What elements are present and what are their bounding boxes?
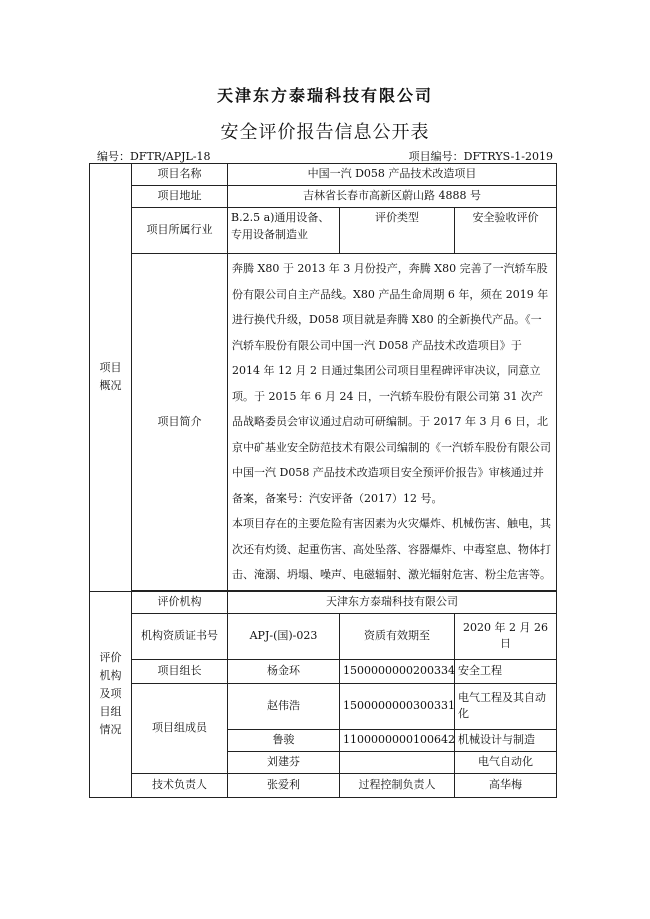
leader-cert: 1500000000200334 bbox=[340, 659, 455, 683]
form-title: 安全评价报告信息公开表 bbox=[220, 122, 430, 143]
agency-value: 天津东方泰瑞科技有限公司 bbox=[228, 591, 557, 613]
industry-value: B.2.5 a)通用设备、专用设备制造业 bbox=[228, 208, 340, 254]
row-project-name bbox=[90, 164, 557, 186]
validity-label: 资质有效期至 bbox=[340, 613, 455, 659]
leader-name: 杨金环 bbox=[228, 659, 340, 683]
intro-label: 项目简介 bbox=[132, 254, 228, 591]
agency-label: 评价机构 bbox=[132, 591, 228, 613]
agency-section-label: 评价 机构 及项 目组 情况 bbox=[90, 591, 132, 797]
intro-paragraph-2: 本项目存在的主要危险有害因素为火灾爆炸、机械伤害、触电，其次还有灼烫、起重伤害、高处坠落、容器爆炸、中毒窒息、物体打击、淹溺、坍塌、噪声、电磁辐射、激光辐射危害、粉尘危害等。 bbox=[232, 517, 551, 581]
leader-label: 项目组长 bbox=[132, 659, 228, 683]
project-name-value: 中国一汽 D058 产品技术改造项目 bbox=[228, 164, 557, 186]
info-table bbox=[89, 163, 557, 798]
member-cert: 1100000000100642 bbox=[340, 729, 455, 751]
row-agency bbox=[90, 591, 557, 613]
member-name: 刘建芬 bbox=[228, 751, 340, 773]
address-value: 吉林省长春市高新区蔚山路 4888 号 bbox=[228, 186, 557, 208]
cert-label: 机构资质证书号 bbox=[132, 613, 228, 659]
member-major: 电气工程及其自动化 bbox=[455, 683, 557, 729]
member-cert: 1500000000300331 bbox=[340, 683, 455, 729]
process-label: 过程控制负责人 bbox=[340, 773, 455, 797]
address-label: 项目地址 bbox=[132, 186, 228, 208]
row-leader bbox=[90, 659, 557, 683]
row-cert bbox=[90, 613, 557, 659]
eval-type-label: 评价类型 bbox=[340, 208, 455, 254]
row-tech bbox=[90, 773, 557, 797]
intro-text bbox=[228, 254, 557, 591]
member-cert bbox=[340, 751, 455, 773]
row-industry bbox=[90, 208, 557, 254]
overview-section-label: 项目 概况 bbox=[90, 164, 132, 592]
tech-label: 技术负责人 bbox=[132, 773, 228, 797]
members-label: 项目组成员 bbox=[132, 683, 228, 773]
member-major: 机械设计与制造 bbox=[455, 729, 557, 751]
leader-major: 安全工程 bbox=[455, 659, 557, 683]
intro-paragraph-1: 奔腾 X80 于 2013 年 3 月份投产，奔腾 X80 完善了一汽轿车股份有限公司自主产品线。X80 产品生命周期 6 年，须在 2019 年进行换代升级，D058 项目就是奔腾 X80 的全新换代产品。《一汽轿车股份有限公司中国一汽 D058 产品技术改造项目》于 2014 年 12 月 2 日通过集团公司项目里程碑评审决议，同意立项。于 2015 年 6 月 24 日，一汽轿车股份有限公司第 31 次产品战略委员会审议通过启动可研编制。于 2017 年 3 月 6 日，北京中矿基业安全防范技术有限公司编制的《一汽轿车股份有限公司中国一汽 D058 产品技术改造项目安全预评价报告》审核通过并备案，备案号：汽安评备（2017）12 号。 bbox=[232, 262, 551, 505]
member-major: 电气自动化 bbox=[455, 751, 557, 773]
row-address bbox=[90, 186, 557, 208]
project-number: 项目编号：DFTRYS-1-2019 bbox=[408, 150, 553, 163]
row-intro bbox=[90, 254, 557, 591]
doc-number: 编号：DFTR/APJL-18 bbox=[97, 150, 211, 163]
validity-value: 2020 年 2 月 26 日 bbox=[455, 613, 557, 659]
member-name: 赵伟浩 bbox=[228, 683, 340, 729]
company-name: 天津东方泰瑞科技有限公司 bbox=[216, 86, 433, 105]
row-member-1 bbox=[90, 683, 557, 729]
project-name-label: 项目名称 bbox=[132, 164, 228, 186]
member-name: 鲁骏 bbox=[228, 729, 340, 751]
eval-type-value: 安全验收评价 bbox=[455, 208, 557, 254]
process-name: 高华梅 bbox=[455, 773, 557, 797]
cert-value: APJ-(国)-023 bbox=[228, 613, 340, 659]
tech-name: 张爱利 bbox=[228, 773, 340, 797]
industry-label: 项目所属行业 bbox=[132, 208, 228, 254]
